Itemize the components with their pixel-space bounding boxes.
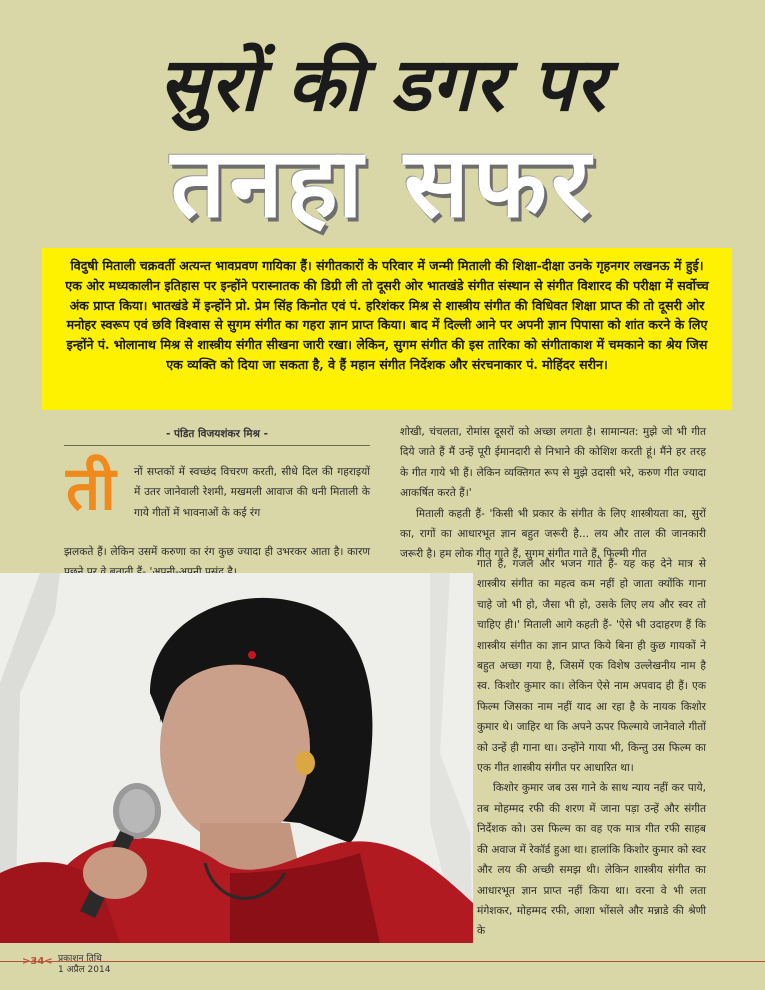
publication-date: 1 अप्रैल 2014 — [58, 965, 111, 975]
headline-line1: सुरों की डगर पर — [158, 42, 607, 128]
footer-divider — [0, 961, 765, 962]
paragraph: झलकते हैं। लेकिन उसमें करुणा का रंग कुछ ज्यादा ही उभरकर आता है। कारण — [64, 546, 370, 558]
article-column-3 — [477, 554, 706, 942]
paragraph: मिताली कहती हैं- 'किसी भी प्रकार के संगीत के लिए शास्त्रीयता का, सुरों का, रागों का आधारभूत ज्ञान बहुत जरूरी है... लय और ताल की जानकारी जरूरी है। हम लोक गीत गाते हैं, सुगम संगीत गाते हैं, फिल्मी गीत — [400, 507, 706, 561]
headline-line2: तनहा सफर — [170, 126, 595, 239]
dropcap: ती — [66, 454, 116, 524]
article-column-1-top — [134, 462, 370, 523]
singer-photo-illustration — [0, 573, 473, 943]
footer-publication — [58, 954, 110, 976]
page-number: >34< — [22, 956, 53, 967]
byline: - पंडित विजयशंकर मिश्र - — [166, 428, 268, 440]
publication-label: प्रकाशन तिथि — [58, 954, 102, 964]
paragraph: शोखी, चंचलता, रोमांस दूसरों को अच्छा लगता है। सामान्यत: मुझे जो भी गीत दिये जाते हैं मैं उन्हें पूरी ईमानदारी से निभाने की कोशिश करती हूं। मैंने हर तरह के गीत गाये भी हैं। लेकिन व्यक्तिगत रूप से मुझे उदासी भरे, करुण गीत ज्यादा आकर्षित करते हैं।' — [400, 426, 706, 500]
singer-photo — [0, 573, 473, 943]
paragraph: किशोर कुमार जब उस गाने के साथ न्याय नहीं कर पाये, तब मोहम्मद रफी की शरण में जाना पड़ा उन्हें और संगीत निर्देशक को। उस फिल्म का वह एक मात्र गीत रफी साहब की अवाज में रेकॉर्ड हुआ था। हालांकि किशोर कुमार को स्वर और लय की अच्छी समझ थी। लेकिन शास्त्रीय संगीत का आधारभूत ज्ञान प्राप्त नहीं किया था। वरना वे भी लता मंगेशकर, मोहम्मद रफी, आशा भोंसले और मन्नाडे की श्रेणी के — [477, 782, 706, 938]
article-column-2 — [400, 422, 706, 565]
paragraph: नों सप्तकों में स्वच्छंद विचरण करती, सीधे दिल की गहराइयों में उतर जानेवाली रेशमी, मखमली आवाज की धनी मिताली के गाये गीतों में भावनाओं के कई रंग — [134, 466, 370, 519]
intro-box: विदुषी मिताली चक्रवर्ती अत्यन्त भावप्रवण गायिका हैं। संगीतकारों के परिवार में जन्मी मिताली की शिक्षा-दीक्षा उनके गृहनगर लखनऊ में हुई। एक ओर मध्यकालीन इतिहास पर इन्होंने परास्नातक की डिग्री ली तो दूसरी ओर भातखंडे संगीत संस्थान से संगीत विशारद की परीक्षा में सर्वोच्च अंक प्राप्त किया। भातखंडे में इन्होंने प्रो. प्रेम सिंह किनोत एवं पं. हरिशंकर मिश्र से शास्त्रीय संगीत की विधिवत शिक्षा प्राप्त की तो दूसरी ओर मनोहर स्वरूप एवं छवि विश्वास से सुगम संगीत का गहरा ज्ञान प्राप्त किया। बाद में दिल्ली आने पर अपनी ज्ञान पिपासा को शांत करने के लिए इन्होंने पं. भोलानाथ मिश्र से शास्त्रीय संगीत सीखना जारी रखा। लेकिन, सुगम संगीत की इस तारिका को संगीताकाश में चमकाने का श्रेय जिस एक व्यक्ति को दिया जा सकता है, वे हैं महान संगीत निर्देशक और संरचनाकार पं. मोहिंदर सरीन। — [42, 248, 732, 410]
byline-divider — [64, 445, 370, 446]
paragraph: गाते हैं, गजल और भजन गाते हैं- यह कह देने मात्र से शास्त्रीय संगीत का महत्व कम नहीं हो जाता क्योंकि गाना चाहे जो भी हो, जैसा भी हो, उसके लिए लय और स्वर तो चाहिए ही।' मिताली आगे कहती हैं- 'ऐसे भी उदाहरण हैं कि शास्त्रीय संगीत का ज्ञान प्राप्त किये बिना ही कुछ गायकों ने बहुत अच्छा गया है, जिसमें एक विशेष उल्लेखनीय नाम है स्व. किशोर कुमार का। लेकिन ऐसे नाम अपवाद ही हैं। एक फिल्म जिसका नाम नहीं याद आ रहा है के नायक किशोर कुमार थे। जाहिर था कि अपने ऊपर फिल्माये जानेवाले गीतों को उन्हें ही गाना था। उन्होंने गाया भी, किन्तु उस फिल्म का एक गीत शास्त्रीय संगीत पर आधारित था। — [477, 558, 706, 775]
